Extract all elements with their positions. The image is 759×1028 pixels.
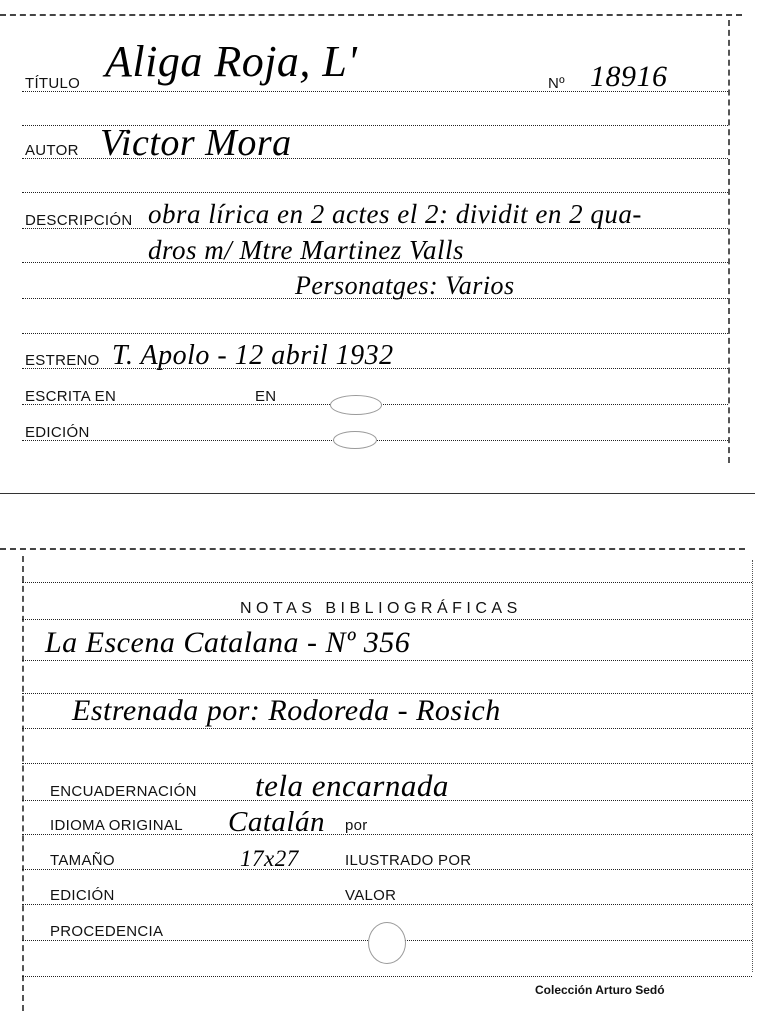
notas-heading: NOTAS BIBLIOGRÁFICAS	[240, 600, 522, 617]
collection-stamp: Colección Arturo Sedó	[535, 983, 665, 997]
numero-value: 18916	[590, 60, 668, 93]
bottom-card-right-border	[752, 560, 753, 972]
encuadernacion-label: ENCUADERNACIÓN	[50, 783, 197, 800]
tamano-value: 17x27	[240, 846, 299, 871]
idioma-original-value: Catalán	[228, 806, 325, 838]
rule-line	[22, 582, 752, 583]
rule-line	[22, 869, 752, 870]
punch-hole-mark	[333, 431, 377, 449]
punch-hole-mark	[330, 395, 382, 415]
titulo-value: Aliga Roja, L'	[105, 37, 358, 86]
rule-line	[22, 904, 752, 905]
note-line-2: Estrenada por: Rodoreda - Rosich	[72, 694, 501, 727]
procedencia-label: PROCEDENCIA	[50, 923, 164, 940]
descripcion-line-1: obra lírica en 2 actes el 2: dividit en 2 qua-	[148, 199, 642, 229]
top-card-right-border	[728, 20, 730, 463]
descripcion-line-3: Personatges: Varios	[295, 271, 515, 300]
encuadernacion-value: tela encarnada	[255, 768, 449, 803]
bottom-card-edge	[0, 548, 745, 550]
estreno-value: T. Apolo - 12 abril 1932	[112, 340, 394, 371]
autor-value: Victor Mora	[100, 122, 292, 164]
note-line-1: La Escena Catalana - Nº 356	[45, 626, 411, 659]
titulo-label: TÍTULO	[25, 75, 81, 92]
rule-line	[22, 333, 728, 334]
por-label: por	[345, 817, 368, 834]
rule-line	[22, 834, 752, 835]
ilustrado-por-label: ILUSTRADO POR	[345, 852, 472, 869]
card-separator-line	[0, 493, 755, 494]
autor-label: AUTOR	[25, 142, 79, 159]
descripcion-line-2: dros m/ Mtre Martinez Valls	[148, 235, 464, 265]
rule-line	[22, 660, 752, 661]
escrita-en-label: ESCRITA EN	[25, 388, 117, 405]
numero-label: Nº	[548, 75, 565, 92]
rule-line	[22, 619, 752, 620]
rule-line	[22, 763, 752, 764]
top-card-edge	[0, 14, 742, 16]
edicion-label: EDICIÓN	[25, 424, 90, 441]
idioma-original-label: IDIOMA ORIGINAL	[50, 817, 183, 834]
punch-hole-mark	[368, 922, 406, 964]
valor-label: VALOR	[345, 887, 397, 904]
rule-line	[22, 976, 752, 977]
estreno-label: ESTRENO	[25, 352, 100, 369]
tamano-label: TAMAÑO	[50, 852, 115, 869]
edicion-label: EDICIÓN	[50, 887, 115, 904]
rule-line	[22, 192, 728, 193]
en-label: EN	[255, 388, 277, 405]
bottom-card-left-border	[22, 556, 24, 1011]
rule-line	[22, 728, 752, 729]
descripcion-label: DESCRIPCIÓN	[25, 212, 133, 229]
